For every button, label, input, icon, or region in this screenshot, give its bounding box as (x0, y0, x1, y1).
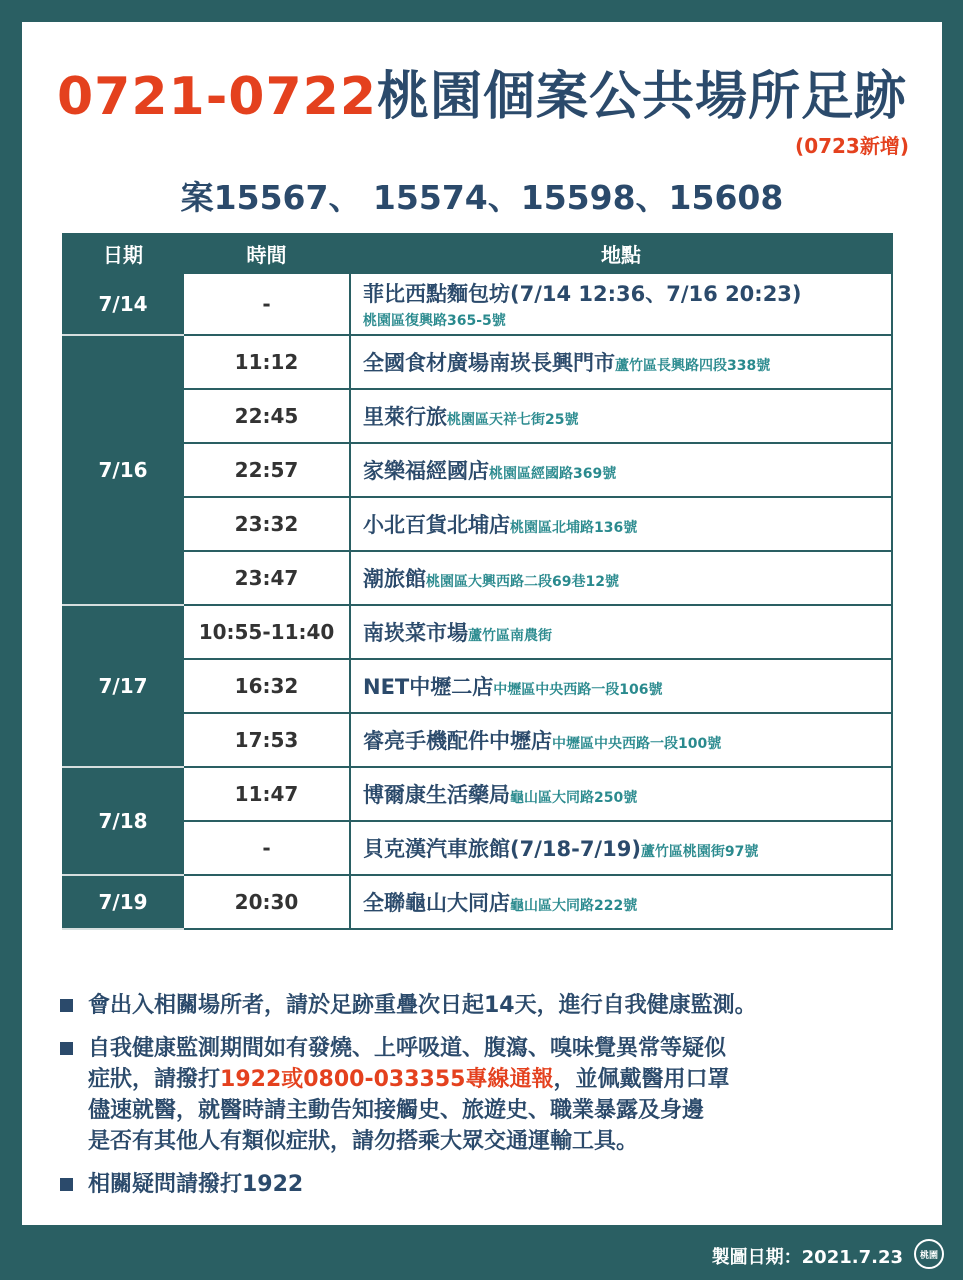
square-bullet-icon (60, 999, 73, 1012)
note-text: 會出入相關場所者，請於足跡重疊次日起14天，進行自我健康監測。 (88, 993, 757, 1018)
place-name: 小北百貨北埔店 (363, 513, 510, 537)
place-cell (350, 659, 892, 713)
place-name: 全聯龜山大同店 (363, 891, 510, 915)
place-name: 南崁菜市場 (363, 621, 468, 645)
place-cell (350, 335, 892, 389)
logo-text: 桃園 (919, 1250, 938, 1261)
time-cell: 10:55-11:40 (183, 605, 350, 659)
added-badge: (0723新增) (795, 134, 909, 158)
table-row (63, 713, 892, 767)
time-cell: 11:47 (183, 767, 350, 821)
production-date: 製圖日期：2021.7.23 (711, 1247, 903, 1268)
time-cell: 22:57 (183, 443, 350, 497)
table-row (63, 443, 892, 497)
time-cell: 11:12 (183, 335, 350, 389)
note-text: 相關疑問請撥打1922 (88, 1172, 304, 1197)
place-cell (350, 273, 892, 335)
date-cell: 7/18 (63, 767, 183, 875)
info-card (22, 22, 942, 1225)
title-date-range: 0721-0722 (56, 67, 378, 127)
note-item (60, 1033, 920, 1157)
notes-section (60, 990, 920, 1212)
place-address: 蘆竹區桃園街97號 (640, 844, 759, 860)
table-row (63, 551, 892, 605)
time-cell: 20:30 (183, 875, 350, 929)
time-cell: - (183, 821, 350, 875)
header-time: 時間 (183, 234, 350, 273)
footprint-table (62, 233, 893, 930)
header-date: 日期 (63, 234, 183, 273)
table-row (63, 767, 892, 821)
title-text: 桃園個案公共場所足跡 (377, 67, 908, 127)
place-cell (350, 551, 892, 605)
place-cell (350, 875, 892, 929)
place-name: 博爾康生活藥局 (363, 783, 510, 807)
table-header-row (63, 234, 892, 273)
note-text: 症狀，請撥打 (88, 1067, 221, 1092)
place-name: 全國食材廣場南崁長興門市 (363, 351, 615, 375)
hotline-text: 1922或0800-033355專線通報 (220, 1067, 554, 1092)
note-text: ，並佩戴醫用口罩 (553, 1067, 730, 1092)
table-row (63, 821, 892, 875)
note-text: 自我健康監測期間如有發燒、上呼吸道、腹瀉、嗅味覺異常等疑似 (88, 1036, 727, 1061)
table-row (63, 273, 892, 335)
note-item (60, 1169, 920, 1200)
place-name: 睿亮手機配件中壢店 (363, 729, 552, 753)
note-text: 儘速就醫，就醫時請主動告知接觸史、旅遊史、職業暴露及身邊 (88, 1098, 705, 1123)
case-numbers: 案15567、 15574、15598、15608 (180, 178, 784, 217)
place-address: 桃園區北埔路136號 (510, 520, 638, 536)
place-address: 桃園區大興西路二段69巷12號 (426, 574, 619, 590)
square-bullet-icon (60, 1042, 73, 1055)
time-cell: - (183, 273, 350, 335)
date-cell: 7/17 (63, 605, 183, 767)
table-row (63, 659, 892, 713)
place-name: NET中壢二店 (363, 675, 494, 699)
date-cell: 7/14 (63, 273, 183, 335)
table-row (63, 389, 892, 443)
place-address: 中壢區中央西路一段106號 (493, 682, 663, 698)
place-cell (350, 821, 892, 875)
place-name: 菲比西點麵包坊(7/14 12:36、7/16 20:23) (363, 282, 802, 306)
table-row (63, 875, 892, 929)
place-address: 龜山區大同路250號 (510, 790, 638, 806)
place-address: 桃園區天祥七街25號 (447, 412, 579, 428)
place-cell (350, 443, 892, 497)
time-cell: 17:53 (183, 713, 350, 767)
date-cell: 7/19 (63, 875, 183, 929)
place-address: 中壢區中央西路一段100號 (552, 736, 722, 752)
place-cell (350, 767, 892, 821)
place-address: 蘆竹區長興路四段338號 (615, 358, 771, 374)
note-text: 是否有其他人有類似症狀，請勿搭乘大眾交通運輸工具。 (88, 1129, 639, 1154)
time-cell: 22:45 (183, 389, 350, 443)
note-item (60, 990, 920, 1021)
header-place: 地點 (350, 234, 892, 273)
time-cell: 23:32 (183, 497, 350, 551)
taoyuan-logo-icon (914, 1239, 944, 1269)
place-address: 龜山區大同路222號 (510, 898, 638, 914)
date-cell: 7/16 (63, 335, 183, 605)
place-name: 里萊行旅 (363, 405, 447, 429)
square-bullet-icon (60, 1178, 73, 1191)
place-cell (350, 389, 892, 443)
place-name: 潮旅館 (363, 567, 426, 591)
place-cell (350, 713, 892, 767)
place-address: 桃園區經國路369號 (489, 466, 617, 482)
table-row (63, 605, 892, 659)
time-cell: 23:47 (183, 551, 350, 605)
time-cell: 16:32 (183, 659, 350, 713)
place-address: 桃園區復興路365-5號 (363, 313, 506, 329)
place-name: 貝克漢汽車旅館(7/18-7/19) (363, 837, 641, 861)
place-address: 蘆竹區南農街 (468, 628, 552, 644)
place-name: 家樂福經國店 (363, 459, 489, 483)
page-title (22, 62, 942, 132)
table-row (63, 497, 892, 551)
table-row (63, 335, 892, 389)
place-cell (350, 497, 892, 551)
place-cell (350, 605, 892, 659)
